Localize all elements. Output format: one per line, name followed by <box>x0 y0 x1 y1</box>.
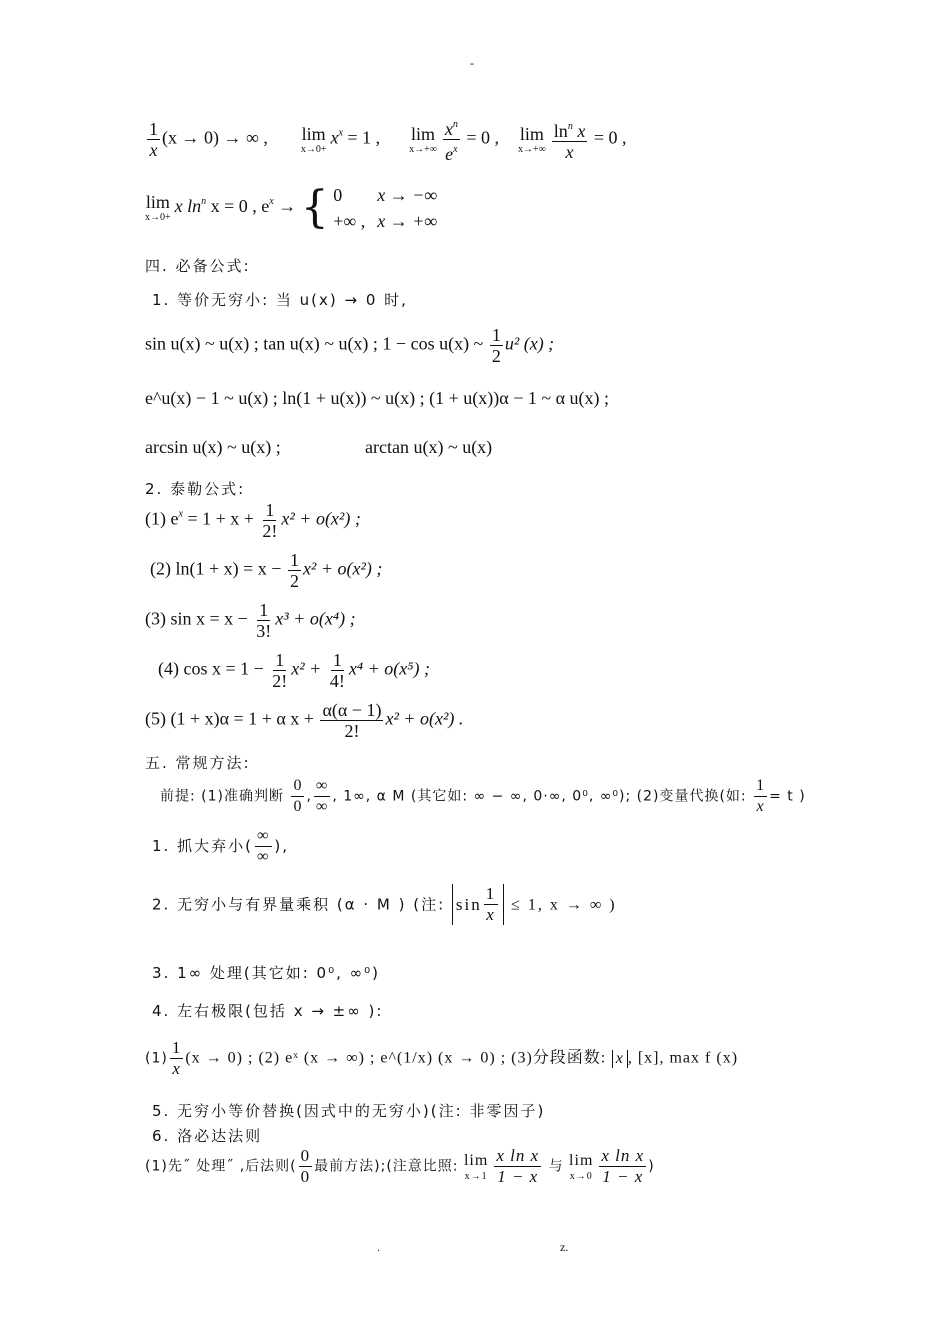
piecewise-cases: 0 x → −∞ +∞ , x → +∞ <box>333 185 438 231</box>
taylor-5: (5) (1 + x)α = 1 + α x + $\frac{\alpha(\alpha - 1)}{2!}$ x² + o(x²) . <box>145 700 464 741</box>
taylor-2: (2) ln(1 + x) = x − $\frac{1}{2}$ x² + o(x²) ; <box>150 550 383 591</box>
section-4-item-1: 1. 等价无穷小: 当 u(x) → 0 时, <box>152 291 408 309</box>
limit-row-1: $\frac{1}{x}$ (x → 0) → ∞ , lim x→0+ $x^x = 1$ , lim x→+∞ $\frac{x^n}{e^x}$ = 0 , lim x→+∞ $\frac{\ln^n x}{x}$ = 0 , <box>145 115 626 164</box>
equivalence-line-3-left: arcsin u(x) ~ u(x) ; <box>145 437 281 457</box>
method-2: 2. 无穷小与有界量乘积 (α · M ) (注: sin $\frac{1}{x}$ ≤ 1, x → ∞ ) <box>152 884 617 924</box>
method-4-examples: (1) $\frac{1}{x}$ (x → 0) ; (2) eˣ (x → ∞) ; e^(1/x) (x → 0) ; (3)分段函数: x , [x], max f (x) <box>145 1038 739 1078</box>
footer-left-mark: . <box>377 1240 380 1254</box>
header-mark: - <box>470 56 474 70</box>
method-1: 1. 抓大弃小( $\frac{\infty}{\infty}$ ), <box>152 827 289 865</box>
taylor-3: (3) sin x = x − $\frac{1}{3!}$ x³ + o(x⁴) ; <box>145 600 356 641</box>
method-6-note: (1)先˝ 处理˝ ,后法则( $\frac{0}{0}$ 最前方法);(注意比照: lim x→1 $\frac{\text{x ln x}}{1 - x}$ 与 lim x→0 $\frac{\text{x ln x}}{1 - x}$ ) <box>145 1146 655 1186</box>
method-6: 6. 洛必达法则 <box>152 1127 263 1145</box>
method-3: 3. 1∞ 处理(其它如: 0⁰, ∞⁰) <box>152 964 381 982</box>
premise-line: 前提: (1)准确判断 $\frac{0}{0}$ , $\frac{\infty}{\infty}$ , 1∞, α M (其它如: ∞ − ∞, 0·∞, 0⁰, ∞⁰); (2)变量代换(如: $\frac{1}{x}$ = t ) <box>160 777 806 815</box>
section-5-title: 五. 常规方法: <box>145 754 251 772</box>
method-4: 4. 左右极限(包括 x → ±∞ ): <box>152 1002 384 1020</box>
footer-right-mark: z. <box>560 1240 569 1254</box>
limit-row-2: lim x→0+ x $\ln^n x = 0$ , $e^x$ → { 0 x → −∞ +∞ , x → +∞ <box>145 182 438 233</box>
equivalence-line-1: sin u(x) ~ u(x) ; tan u(x) ~ u(x) ; 1 − cos u(x) ~ $\frac{1}{2}$ u² (x) ; <box>145 325 555 366</box>
equivalence-line-3-right: arctan u(x) ~ u(x) <box>365 437 493 457</box>
taylor-4: (4) cos x = 1 − $\frac{1}{2!}$ x² + $\frac{1}{4!}$ x⁴ + o(x⁵) ; <box>158 650 430 691</box>
method-5: 5. 无穷小等价替换(因式中的无穷小)(注: 非零因子) <box>152 1102 546 1120</box>
section-4-title: 四. 必备公式: <box>145 257 251 275</box>
taylor-1: (1) $e^x = 1 + x$ + $\frac{1}{2!}$ x² + o(x²) ; <box>145 500 361 541</box>
fraction: $\frac{1}{x}$ <box>149 119 158 160</box>
section-4-item-2: 2. 泰勒公式: <box>145 480 246 498</box>
equivalence-line-2: e^u(x) − 1 ~ u(x) ; ln(1 + u(x)) ~ u(x) ; (1 + u(x))α − 1 ~ α u(x) ; <box>145 388 610 408</box>
left-brace: { <box>300 182 329 233</box>
